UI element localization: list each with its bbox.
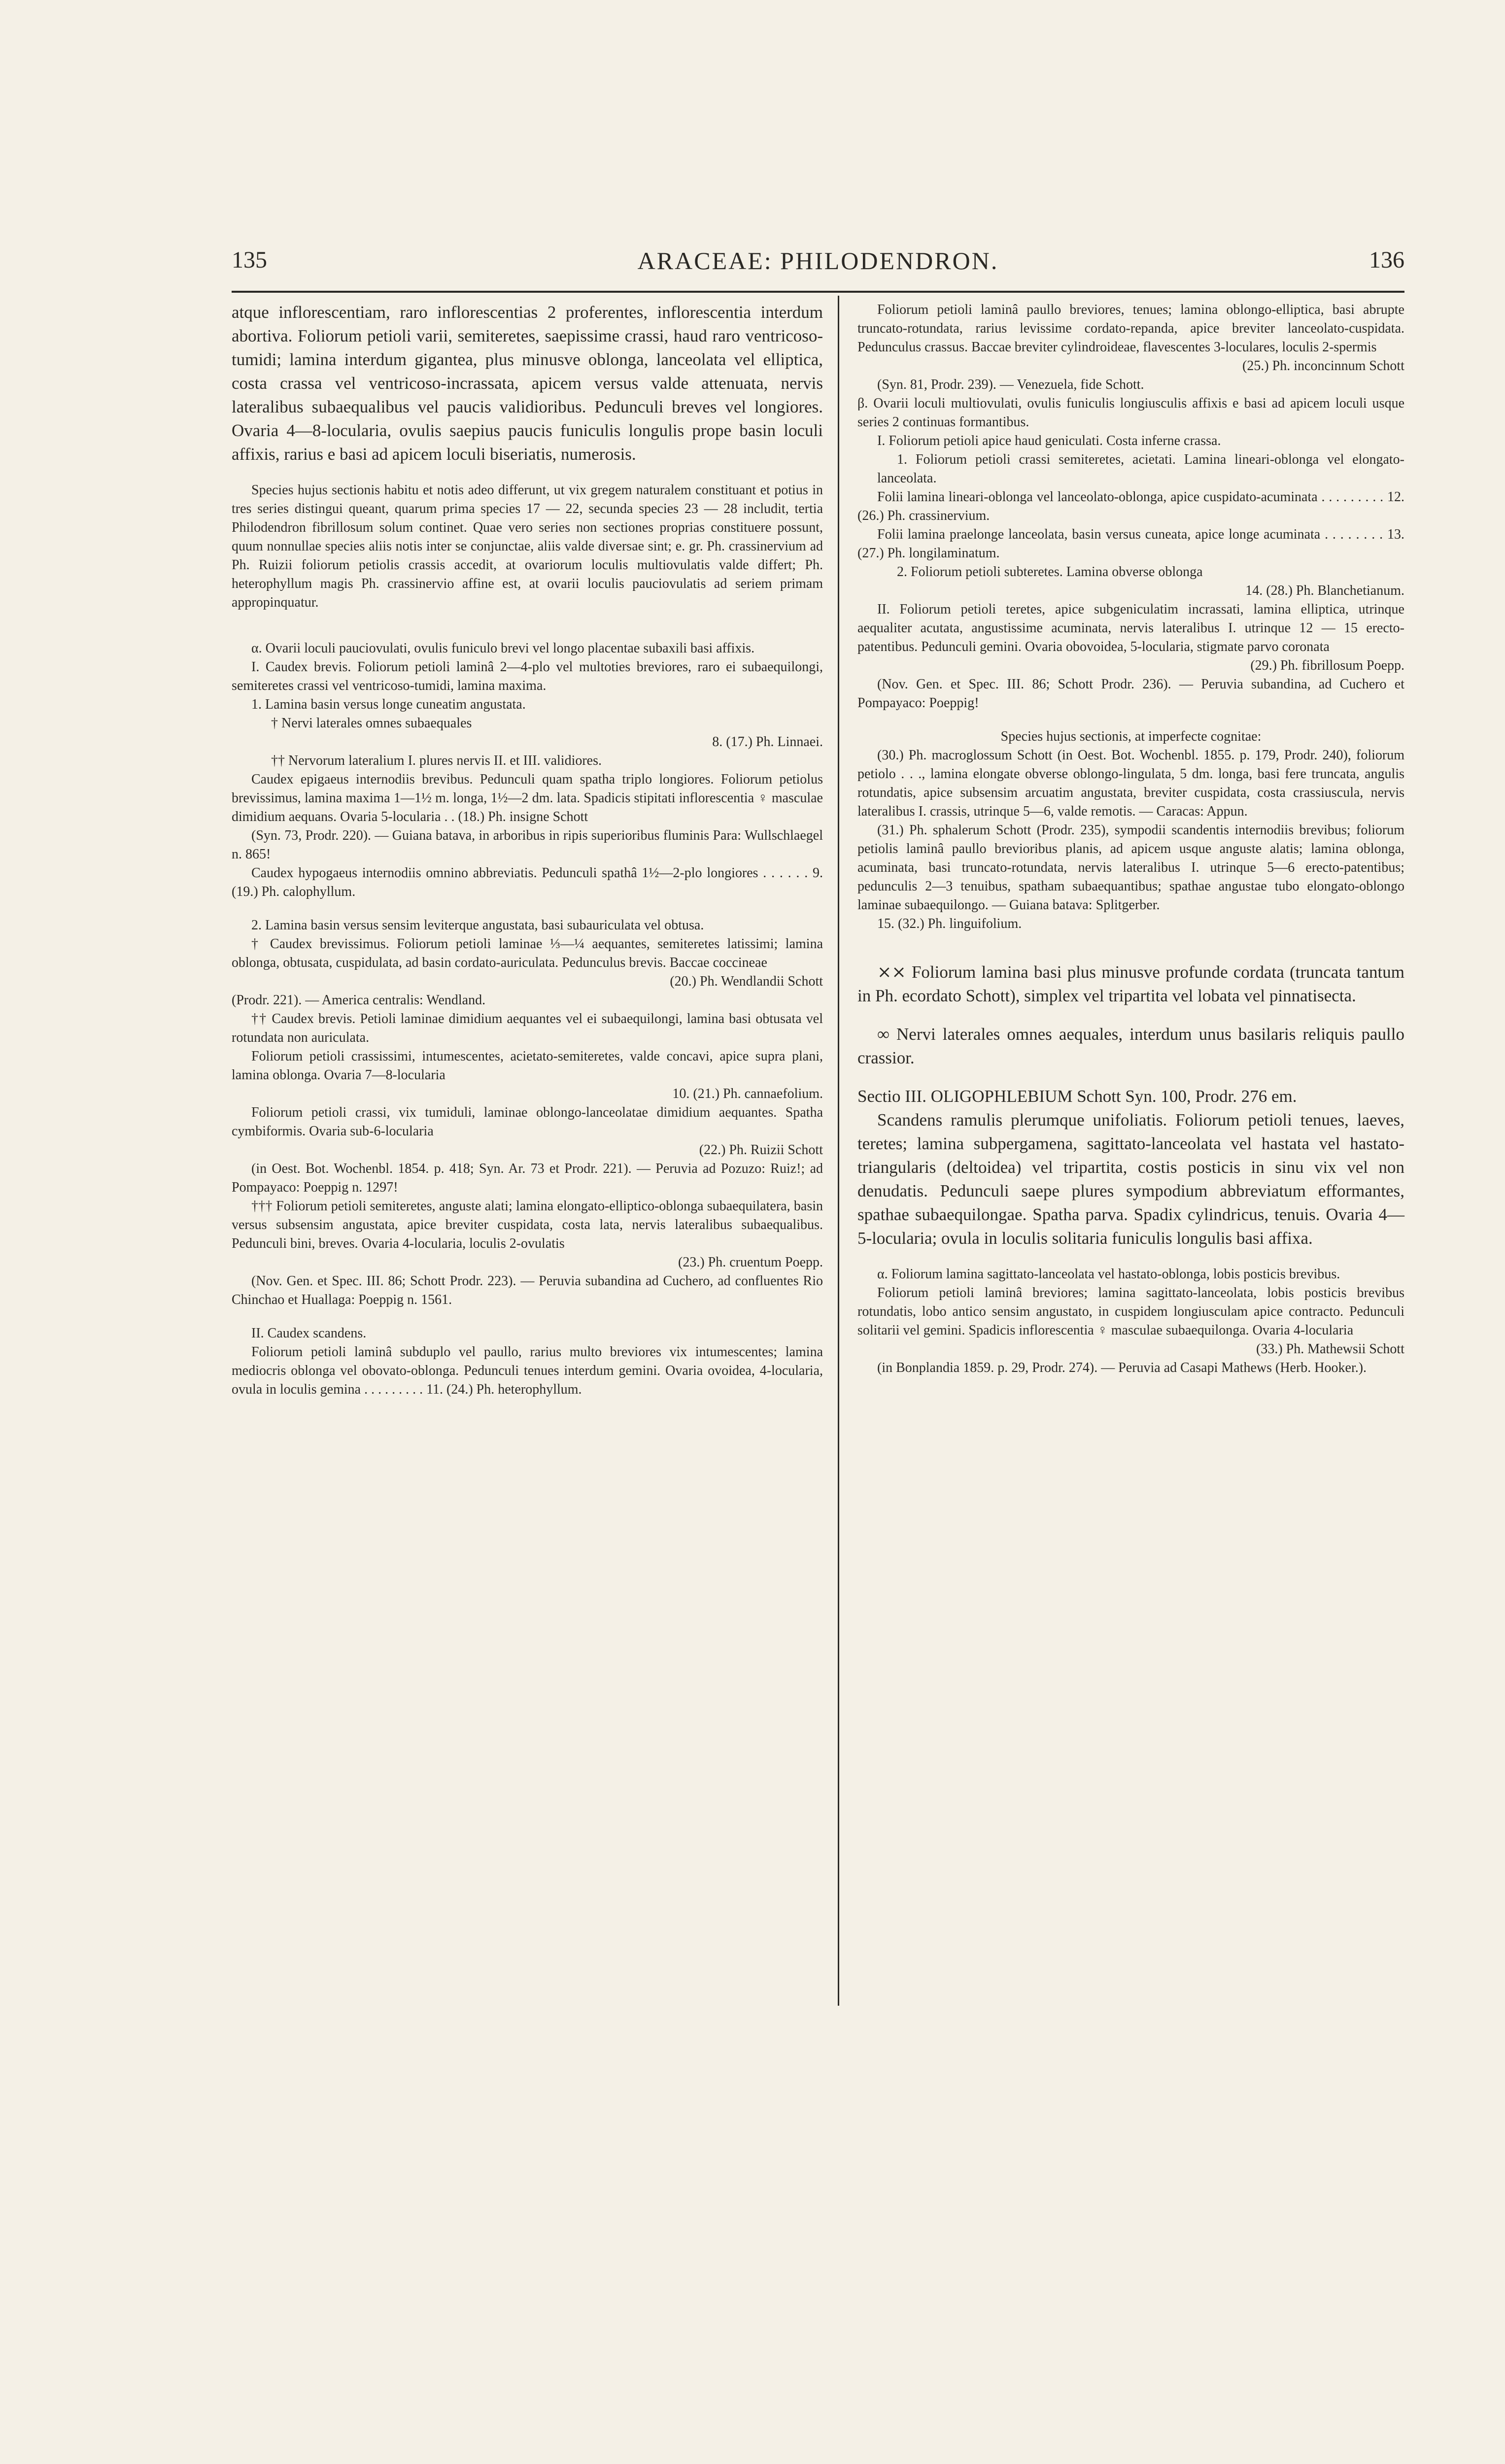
- paragraph: ††† Foliorum petioli semiteretes, anguste alati; lamina elongato-elliptico-oblonga subaequilatera, basin versus subsensim angustata, apice breviter cuspidata, costa lata, nervis lateralibus subaequalibus. Pedunculi bini, breves. Ovaria 4-locularia, loculis 2-ovulatis: [232, 1198, 823, 1251]
- paragraph: atque inflorescentiam, raro inflorescentias 2 proferentes, inflorescentia interdum abortiva. Foliorum petioli varii, semiteretes, saepissime crassi, haud raro ventricoso-tumidi; lamina interdum gigantea, plus minusve oblonga, lanceolata vel elliptica, costa crassa vel ventricoso-incrassata, apicem versus valde attenuata, nervis lateralibus subaequalibus vel paucis validioribus. Pedunculi breves vel longiores. Ovaria 4—8-locularia, ovulis saepius paucis funiculis longulis prope basin loculi affixis, rarius e basi ad apicem loculi biseriatis, numerosis.: [232, 303, 823, 464]
- paragraph: Species hujus sectionis, at imperfecte cognitae:: [1000, 729, 1262, 744]
- paragraph: Caudex hypogaeus internodiis omnino abbreviatis. Pedunculi spathâ 1½—2-plo longiores . . . . . . 9. (19.) Ph. calophyllum.: [232, 865, 823, 899]
- species-entry: 10. (21.) Ph. cannaefolium.: [672, 1086, 823, 1101]
- paragraph: α. Ovarii loculi pauciovulati, ovulis funiculo brevi vel longo placentae subaxili basi affixis.: [251, 641, 755, 656]
- species-entry: 8. (17.) Ph. Linnaei.: [712, 734, 823, 750]
- paragraph: †† Nervorum lateralium I. plures nervis II. et III. validiores.: [271, 753, 602, 768]
- paragraph: † Caudex brevissimus. Foliorum petioli laminae ⅓—¼ aequantes, semiteretes latissimi; lamina oblonga, obtusata, cuspidulata, ad basin cordato-auriculata. Pedunculus brevis. Baccae coccineae: [232, 936, 823, 970]
- paragraph: β. Ovarii loculi multiovulati, ovulis funiculis longiusculis affixis e basi ad apicem loculi usque series 2 continuas formantibus.: [857, 396, 1404, 430]
- citation: (Nov. Gen. et Spec. III. 86; Schott Prodr. 223). — Peruvia subandina ad Cuchero, ad confluentes Rio Chinchao et Huallaga: Poeppig n. 1561.: [232, 1273, 823, 1307]
- paragraph: Foliorum petioli laminâ breviores; lamina sagittato-lanceolata, lobis posticis brevibus rotundatis, lobo antico sensim angustato, in cuspidem longiusculam apice contracto. Pedunculi solitarii vel gemini. Spadicis inflorescentia ♀ masculae subaequilonga. Ovaria 4-locularia: [857, 1285, 1404, 1338]
- paragraph: †† Caudex brevis. Petioli laminae dimidium aequantes vel ei subaequilongi, lamina basi obtusata vel rotundata non auriculata.: [232, 1011, 823, 1045]
- paragraph: 1. Lamina basin versus longe cuneatim angustata.: [251, 697, 526, 712]
- paragraph: Species hujus sectionis habitu et notis adeo differunt, ut vix gregem naturalem constituant et potius in tres series distingui queant, quarum prima species 17 — 22, secunda species 23 — 28 includit, tertia Philodendron fibrillosum solum continet. Quae vero series non sectiones proprias constituere possunt, quum nonnullae species aliis notis inter se conjunctae, aliis valde diversae sint; e. gr. Ph. crassinervium ad Ph. Ruizii foliorum petiolis crassis accedit, at ovariorum loculis multiovulatis valde differt; Ph. heterophyllum magis Ph. crassinervio affine est, at ovarii loculis pauciovulatis ad seriem primam appropinquatur.: [232, 482, 823, 610]
- citation: (in Bonplandia 1859. p. 29, Prodr. 274). — Peruvia ad Casapi Mathews (Herb. Hooker.).: [877, 1360, 1367, 1375]
- running-title: ARACEAE: PHILODENDRON.: [637, 247, 999, 274]
- page-number-left: 135: [232, 247, 267, 273]
- species-entry: 14. (28.) Ph. Blanchetianum.: [1245, 583, 1404, 598]
- citation: (Prodr. 221). — America centralis: Wendland.: [232, 992, 486, 1008]
- citation: (Nov. Gen. et Spec. III. 86; Schott Prodr. 236). — Peruvia subandina, ad Cuchero et Pompayaco: Poeppig!: [857, 677, 1404, 711]
- paragraph: Scandens ramulis plerumque unifoliatis. Foliorum petioli tenues, laeves, teretes; lamina subpergamena, sagittato-lanceolata vel hastata vel hastato-triangularis (deltoidea) vel tripartita, costis posticis in sinu vix vel non denudatis. Pedunculi saepe plures sympodium abbreviatum efformantes, spathae subaequilongae. Spatha parva. Spadix cylindricus, tenuis. Ovaria 4—5-locularia; ovula in loculis solitaria funiculis longulis basi affixa.: [857, 1110, 1404, 1248]
- paragraph: (30.) Ph. macroglossum Schott (in Oest. Bot. Wochenbl. 1855. p. 179, Prodr. 240), foliorum petiolo . . ., lamina elongate obverse oblongo-lingulata, 5 dm. longa, basi fere truncata, angulis rotundatis, apice subsensim arcuatim angustata, breviter cuspidata, costa crassiuscula, nervis lateralibus I. crassis, utrinque 5—6, valde remotis. — Caracas: Appun.: [857, 748, 1404, 819]
- citation: (Syn. 73, Prodr. 220). — Guiana batava, in arboribus in ripis superioribus fluminis Para: Wullschlaegel n. 865!: [232, 828, 823, 862]
- paragraph: 2. Foliorum petioli subteretes. Lamina obverse oblonga: [897, 564, 1203, 580]
- species-entry: (33.) Ph. Mathewsii Schott: [1256, 1341, 1404, 1357]
- paragraph: Folii lamina lineari-oblonga vel lanceolato-oblonga, apice cuspidato-acuminata . . . . . . . . . 12. (26.) Ph. crassinervium.: [857, 489, 1404, 523]
- species-entry: 15. (32.) Ph. linguifolium.: [877, 916, 1022, 931]
- header-rule: [232, 291, 1404, 293]
- paragraph: (31.) Ph. sphalerum Schott (Prodr. 235), sympodii scandentis internodiis brevibus; foliorum petiolis laminâ paullo brevioribus planis, ad apicem usque anguste alatis; lamina oblonga, acuminata, basi truncato-rotundata, nervis lateralibus I. utrinque 5—6 erecto-patentibus; pedunculis 2—3 tenuibus, spatham subaequantibus; spathae angustae tubo elongato-oblongo laminae subaequilongo. — Guiana batava: Splitgerber.: [857, 822, 1404, 913]
- paragraph: I. Caudex brevis. Foliorum petioli laminâ 2—4-plo vel multoties breviores, raro ei subaequilongi, semiteretes crassi vel ventricoso-tumidi, lamina maxima.: [232, 659, 823, 693]
- left-column: [232, 301, 823, 1399]
- page-header: [232, 246, 1404, 291]
- right-column: [857, 301, 1404, 1377]
- citation: (in Oest. Bot. Wochenbl. 1854. p. 418; Syn. Ar. 73 et Prodr. 221). — Peruvia ad Pozuzo: Ruiz!; ad Pompayaco: Poeppig n. 1297!: [232, 1161, 823, 1195]
- paragraph: Foliorum petioli crassi, vix tumiduli, laminae oblongo-lanceolatae dimidium aequantes. Spatha cymbiformis. Ovaria sub-6-locularia: [232, 1105, 823, 1139]
- paragraph: 1. Foliorum petioli crassi semiteretes, acietati. Lamina lineari-oblonga vel elongato-lanceolata.: [877, 452, 1404, 486]
- paragraph: Foliorum petioli crassissimi, intumescentes, acietato-semiteretes, valde concavi, apice supra plani, lamina oblonga. Ovaria 7—8-locularia: [232, 1049, 823, 1083]
- paragraph: Foliorum petioli laminâ paullo breviores, tenues; lamina oblongo-elliptica, basi abrupte truncato-rotundata, rarius levissime cordato-repanda, apice breviter lanceolato-cuspidata. Pedunculus crassus. Baccae breviter cylindroideae, flavescentes 3-loculares, loculis 2-spermis: [857, 302, 1404, 355]
- column-separator: [838, 296, 839, 2006]
- section-heading: Sectio III. OLIGOPHLEBIUM Schott Syn. 100, Prodr. 276 em.: [857, 1087, 1297, 1106]
- paragraph: ∞ Nervi laterales omnes aequales, interdum unus basilaris reliquis paullo crassior.: [857, 1025, 1404, 1067]
- species-entry: (23.) Ph. cruentum Poepp.: [678, 1255, 823, 1270]
- citation: (Syn. 81, Prodr. 239). — Venezuela, fide Schott.: [877, 377, 1144, 392]
- paragraph: † Nervi laterales omnes subaequales: [271, 716, 472, 731]
- paragraph: II. Caudex scandens.: [251, 1326, 367, 1341]
- paragraph: α. Foliorum lamina sagittato-lanceolata vel hastato-oblonga, lobis posticis brevibus.: [877, 1266, 1340, 1282]
- species-entry: (20.) Ph. Wendlandii Schott: [670, 974, 823, 989]
- paragraph: ⨯⨯ Foliorum lamina basi plus minusve profunde cordata (truncata tantum in Ph. ecordato Schott), simplex vel tripartita vel lobata vel pinnatisecta.: [857, 962, 1404, 1005]
- species-entry: (25.) Ph. inconcinnum Schott: [1242, 358, 1404, 374]
- paragraph: Caudex epigaeus internodiis brevibus. Pedunculi quam spatha triplo longiores. Foliorum petiolus brevissimus, lamina maxima 1—1½ m. longa, 1½—2 dm. lata. Spadicis stipitati inflorescentia ♀ masculae dimidium aequans. Ovaria 5-locularia . . (18.) Ph. insigne Schott: [232, 772, 823, 824]
- species-entry: (22.) Ph. Ruizii Schott: [699, 1142, 823, 1158]
- paragraph: Folii lamina praelonge lanceolata, basin versus cuneata, apice longe acuminata . . . . . . . . 13. (27.) Ph. longilaminatum.: [857, 527, 1404, 561]
- paragraph: I. Foliorum petioli apice haud geniculati. Costa inferne crassa.: [877, 433, 1221, 448]
- page-number-right: 136: [1369, 247, 1404, 273]
- paragraph: II. Foliorum petioli teretes, apice subgeniculatim incrassati, lamina elliptica, utrinque aequaliter acutata, angustissime acuminata, nervis lateralibus I. utrinque 12 — 15 erecto-patentibus. Pedunculi gemini. Ovaria obovoidea, 5-locularia, stigmate parvo coronata: [857, 602, 1404, 654]
- species-entry: (29.) Ph. fibrillosum Poepp.: [1250, 658, 1404, 673]
- paragraph: Foliorum petioli laminâ subduplo vel paullo, rarius multo breviores vix intumescentes; lamina mediocris oblonga vel obovato-oblonga. Pedunculi tenues interdum gemini. Ovaria ovoidea, 4-locularia, ovula in loculis gemina . . . . . . . . . 11. (24.) Ph. heterophyllum.: [232, 1344, 823, 1397]
- paragraph: 2. Lamina basin versus sensim leviterque angustata, basi subauriculata vel obtusa.: [251, 918, 704, 933]
